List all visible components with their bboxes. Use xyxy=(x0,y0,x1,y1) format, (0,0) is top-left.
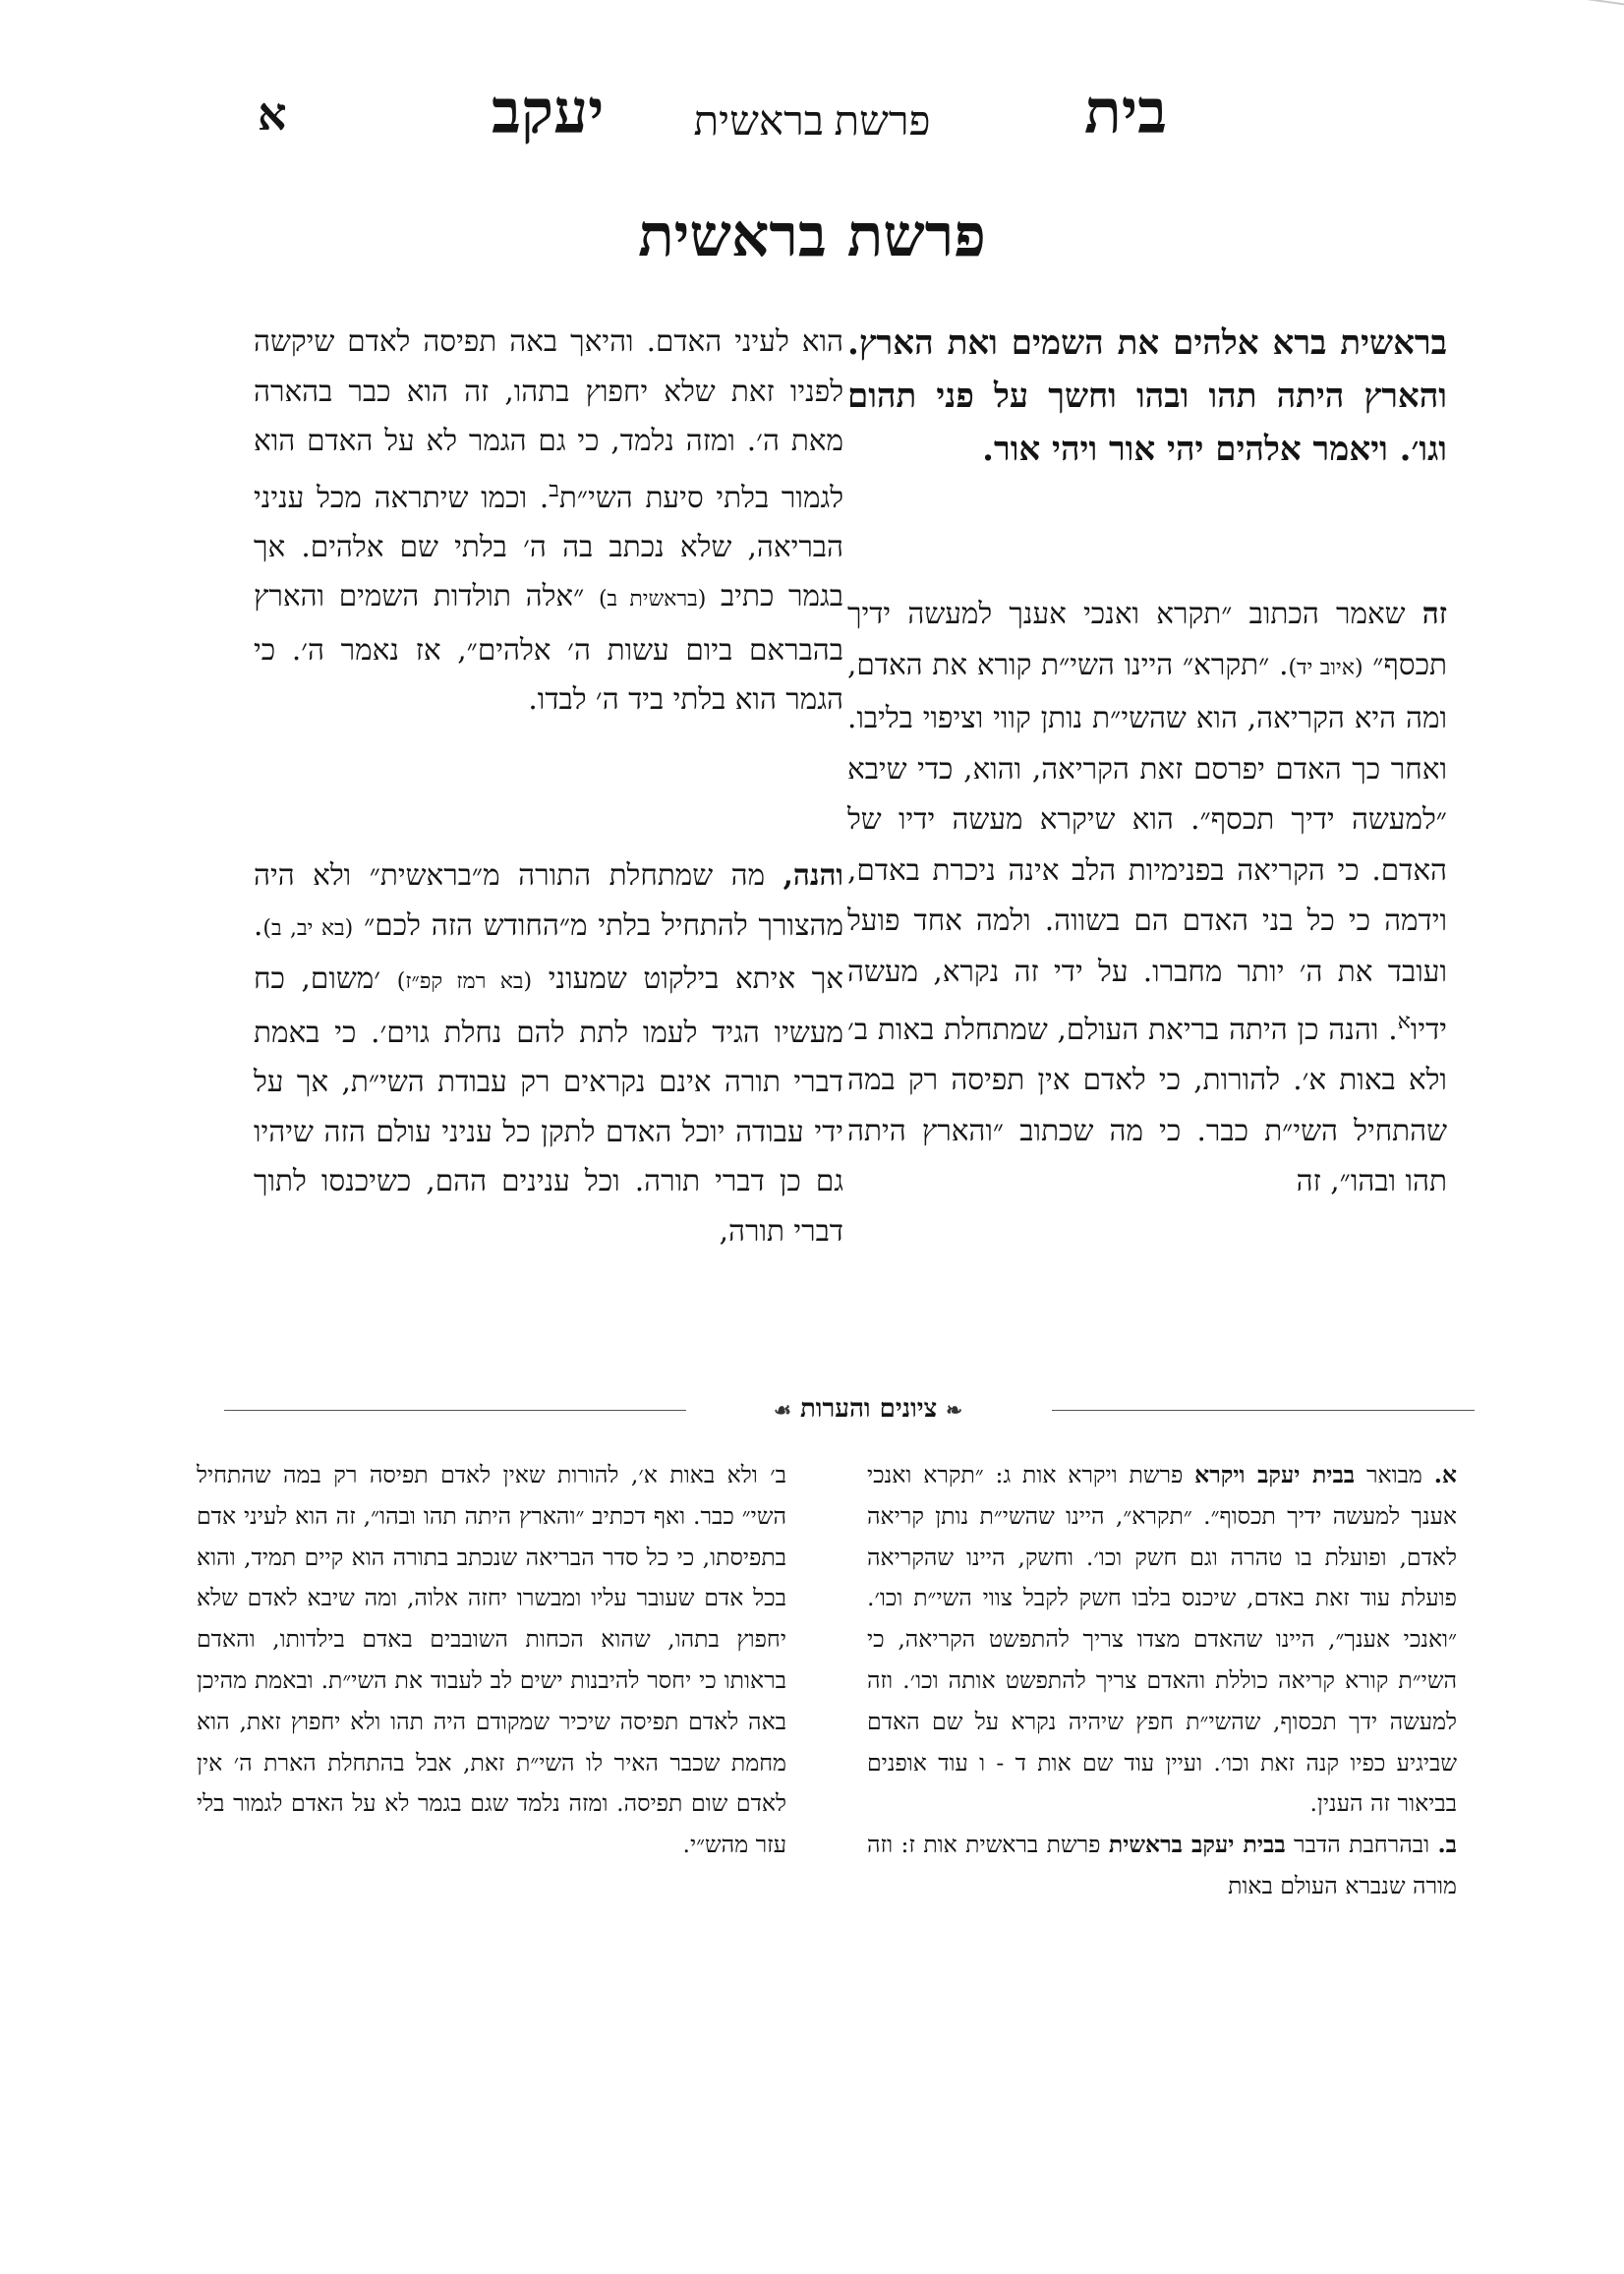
footnote-label: ב. xyxy=(1437,1831,1457,1859)
footnote-text: פרשת בראשית אות ז: וזה מורה שנברא העולם באות xyxy=(867,1831,1457,1899)
commentary-text: הוא לעיני האדם. והיאך באה תפיסה לאדם שיקשה לפניו זאת שלא יחפוץ בתהו, זה הוא כבר בהארה מאת ה׳. ומזה נלמד, כי גם הגמר לא על האדם הוא לגמור בלתי סיעת השי״ת xyxy=(254,324,843,514)
commentary-left-column-p1 xyxy=(254,317,843,725)
divider-rule xyxy=(224,1410,686,1411)
source-reference: (בא רמז קפ״ז) xyxy=(396,969,533,994)
commentary-text: . והנה כן היתה בריאת העולם, שמתחלת באות ב׳ ולא באות א׳. להורות, כי לאדם אין תפיסה רק במה שהתחיל השי״ת כבר. כי מה שכתוב ״והארץ היתה תהו ובהו״, זה xyxy=(847,1012,1447,1198)
commentary-paragraph xyxy=(254,317,843,725)
commentary-text: . אך איתא בילקוט שמעוני xyxy=(254,907,843,995)
source-reference: (בראשית ב) xyxy=(598,587,707,612)
running-header-parsha: פרשת בראשית xyxy=(693,99,931,145)
commentary-text: שאמר הכתוב ״תקרא ואנכי אענך למעשה ידיך תכסף״ xyxy=(847,597,1447,681)
footnote-text: ובהרחבת הדבר xyxy=(1294,1831,1430,1859)
footnote-continuation: ב׳ ולא באות א׳, להורות שאין לאדם תפיסה רק במה שהתחיל השי״ כבר. ואף דכתיב ״והארץ היתה תהו ובהו״, זה הוא לעיני אדם בתפיסתו, כי כל סדר הבריאה שנכתב בתורה הוא קיים תמיד, והוא בכל אדם שעובר עליו ומבשרו יחזה אלוה, ומה שיבא לאדם שלא יחפוץ בתהו, שהוא הכחות השובבים באדם בילדותו, והאדם בראותו כי יחסר להיבנות ישים לב לעבוד את השי״ת. ובאמת מהיכן באה לאדם תפיסה שיכיר שמקודם היה תהו ולא יחפוץ זאת, הוא מחמת שכבר האיר לו השי״ת זאת, אבל בהתחלת הארת ה׳ אין לאדם שום תפיסה. ומזה נלמד שגם בגמר לא על האדם לגמור בלי עזר מהש״י. xyxy=(197,1461,786,1859)
page-number-letter: א xyxy=(258,89,287,140)
commentary-paragraph xyxy=(254,850,843,1255)
notes-heading-text: ציונים והערות xyxy=(799,1394,938,1424)
commentary-text: מה שמתחלת התורה מ״בראשית״ ולא היה מהצורך להתחיל בלתי מ״החודש הזה לכם״ xyxy=(254,858,843,942)
footnote xyxy=(867,1825,1457,1907)
verse-paragraph: בראשית ברא אלהים את השמים ואת הארץ. והארץ היתה תהו ובהו וחשך על פני תהום וגו׳. ויאמר אלהים יהי אור ויהי אור. xyxy=(847,323,1447,469)
lead-word: זה xyxy=(1421,596,1447,630)
footnotes-left-column xyxy=(197,1455,786,1866)
footnote-source: בבית יעקב ויקרא xyxy=(1194,1461,1356,1488)
footnote xyxy=(867,1455,1457,1825)
commentary-paragraph xyxy=(847,588,1447,1207)
ornament-icon: ☙ xyxy=(773,1398,791,1422)
ornament-icon: ❧ xyxy=(946,1398,963,1422)
footnote-text: פרשת ויקרא אות ג: ״תקרא ואנכי אענך למעשה ידיך תכסוף״. ״תקרא״, היינו שהשי״ת נותן קריאה לאדם, ופועלת בו טהרה וגם חשק וכו׳. וחשק, היינו שהקריאה פועלת עוד זאת באדם, שיכנס בלבו חשק לקבל צווי השי״ת וכו׳. ״ואנכי אענך״, היינו שהאדם מצדו צריך להתפשט הקריאה, כי השי״ת קורא קריאה כוללת והאדם צריך להתפשט אותה וכו׳. וזה למעשה ידך תכסוף, שהשי״ת חפץ שיהיה נקרא על שם האדם שביגיע כפיו קנה זאת וכו׳. ועיין עוד שם אות ד - ו עוד אופנים בביאור זה הענין. xyxy=(867,1461,1457,1818)
commentary-text: ״אלה תולדות השמים והארץ בהבראם ביום עשות ה׳ אלהים״, אז נאמר ה׳. כי הגמר הוא בלתי ביד ה׳ לבדו. xyxy=(254,579,843,717)
source-reference: (איוב יד) xyxy=(1288,655,1363,680)
footnote-label: א. xyxy=(1433,1461,1457,1488)
footnote-source: בבית יעקב בראשית xyxy=(1108,1831,1286,1859)
source-reference: (בא יב, ב) xyxy=(262,915,354,941)
commentary-right-column xyxy=(847,588,1447,1207)
commentary-left-column-p2 xyxy=(254,850,843,1255)
verse-text xyxy=(847,317,1447,476)
lead-word: והנה, xyxy=(783,857,843,892)
running-header-title-left: יעקב xyxy=(492,80,605,146)
footnote-text: מבואר xyxy=(1365,1461,1422,1488)
page-corner-fold xyxy=(1577,0,1624,11)
commentary-text: . ״תקרא״ היינו השי״ת קורא את האדם, ומה היא הקריאה, הוא שהשי״ת נותן קווי וציפוי בליבו. ואחר כך האדם יפרסם זאת הקריאה, והוא, כדי שיבא ״למעשה ידיך תכסף״. הוא שיקרא מעשה ידיו של האדם. כי הקריאה בפנימיות הלב אינה ניכרת באדם, וידמה כי כל בני האדם הם בשווה. ולמה אחד פועל ועובד את ה׳ יותר מחברו. על ידי זה נקרא, מעשה ידיו xyxy=(847,647,1447,1046)
notes-divider xyxy=(224,1394,1475,1424)
footnote-marker: ב xyxy=(549,477,559,502)
divider-rule xyxy=(1052,1410,1475,1411)
footnote-marker: א xyxy=(1397,1010,1411,1034)
commentary-text: . וכמו שיתראה מכל עניני הבריאה, שלא נכתב בה ה׳ בלתי שם אלהים. אך בגמר כתיב xyxy=(254,480,843,613)
footnotes-right-column xyxy=(867,1455,1457,1907)
page-title: פרשת בראשית xyxy=(638,202,986,270)
running-header-title-right: בית xyxy=(1084,80,1167,146)
notes-heading xyxy=(686,1394,1050,1424)
commentary-text: ׳משום, כח מעשיו הגיד לעמו לתת להם נחלת גוים׳. כי באמת דברי תורה אינם נקראים רק עבודת השי״ת, אך על ידי עבודה יוכל האדם לתקן כל עניני עולם הזה שיהיו גם כן דברי תורה. וכל ענינים ההם, כשיכנסו לתוך דברי תורה, xyxy=(254,962,843,1248)
